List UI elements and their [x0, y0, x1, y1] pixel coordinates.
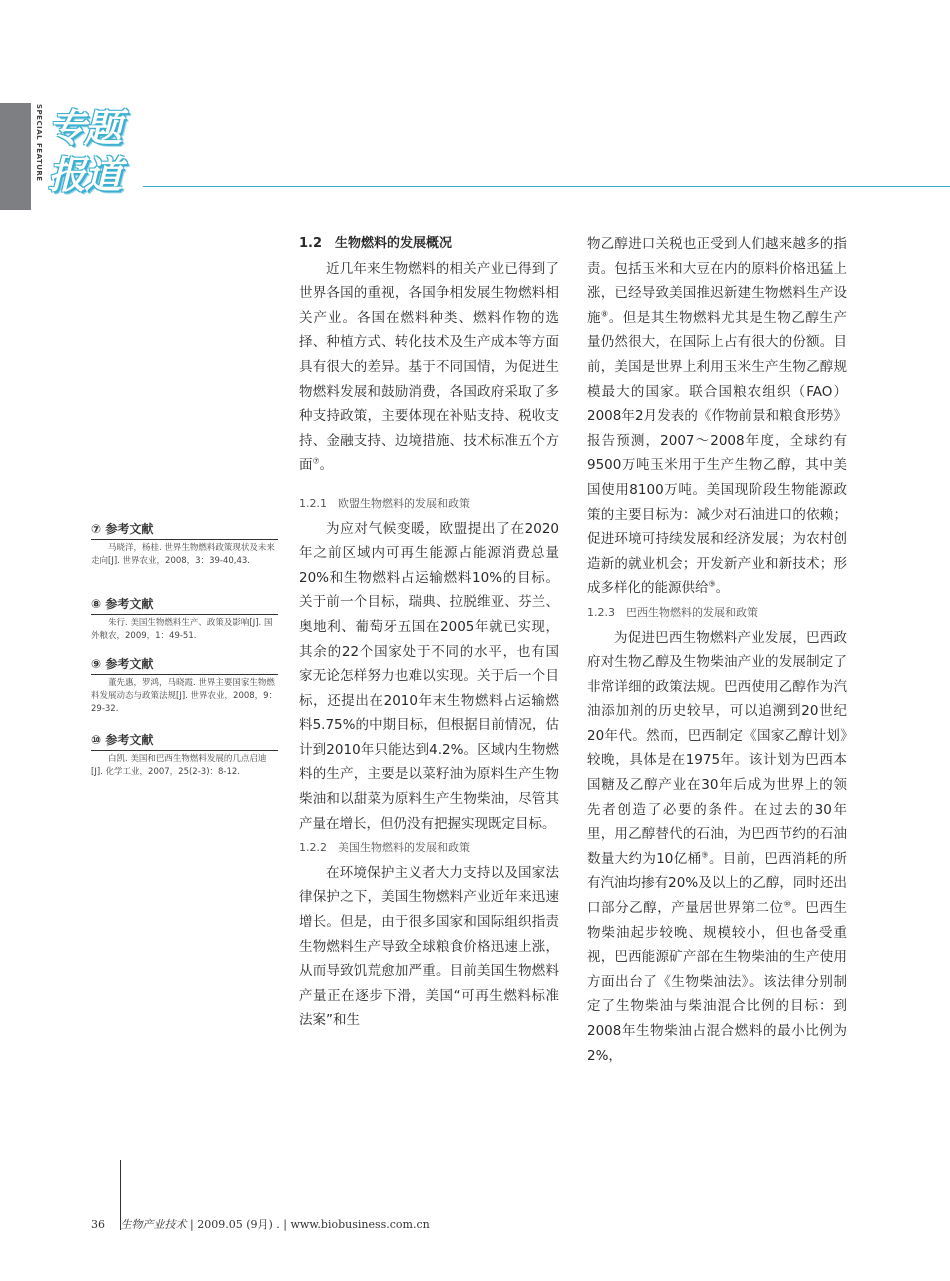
brazil-text-c: 。巴西生物柴油起步较晚、规模较小，但也备受重视，巴西能源矿产部在生物柴油的生产使用方面出台了《生物柴油法》。该法律分别制定了生物柴油与柴油混合比例的目标：到2008年生物柴油占混合燃料的最小比例为2%， [587, 900, 848, 1064]
text-column-right [587, 232, 847, 1068]
eu-paragraph: 为应对气候变暖，欧盟提出了在2020年之前区域内可再生能源占能源消费总量20%和生物燃料占运输燃料10%的目标。关于前一个目标，瑞典、拉脱维亚、芬兰、奥地利、葡萄牙五国在2005年就已实现，其余的22个国家处于不同的水平，也有国家无论怎样努力也难以实现。关于后一个目标，还提出在2010年末生物燃料占运输燃料5.75%的中期目标，但根据目前情况，估计到2010年只能达到4.2%。区域内生物燃料的生产，主要是以菜籽油为原料生产生物柴油和以甜菜为原料生产生物柴油，尽管其产量在增长，但仍没有把握实现既定目标。 [299, 520, 559, 832]
brazil-text-a: 为促进巴西生物燃料产业发展，巴西政府对生物乙醇及生物柴油产业的发展制定了非常详细的政策法规。巴西使用乙醇作为汽油添加剂的历史较早，可以追溯到20世纪20年代。然而，巴西制定《国家乙醇计划》较晚，具体是在1975年。该计划为巴西本国糖及乙醇产业在30年后成为世界上的领先者创造了必要的条件。在过去的30年里，用乙醇替代的石油，为巴西节约的石油数量大约为10亿桶 [587, 629, 847, 867]
reference-title: ⑧ 参考文献 [91, 595, 278, 615]
intro-end: 。 [319, 457, 334, 474]
subsection-title-brazil: 1.2.3 巴西生物燃料的发展和政策 [587, 605, 758, 619]
reference-title: ⑨ 参考文献 [91, 655, 278, 675]
reference-body: 董先惠，罗鸿，马晓霞. 世界主要国家生物燃料发展动态与政策法规[J]. 世界农业，2008，9：29-32. [91, 678, 278, 714]
reference-body: 马晓洋，杨桂. 世界生物燃料政策现状及未来走向[J]. 世界农业，2008，3：39-40,43. [91, 543, 275, 566]
footnote-ref: ⑧ [601, 309, 609, 319]
section-side-label: SPECIAL FEATURE [35, 104, 43, 182]
subsection-title-eu: 1.2.1 欧盟生物燃料的发展和政策 [299, 496, 470, 510]
brazil-paragraph [587, 626, 847, 1069]
footer-separator: | [190, 1218, 198, 1231]
section-side-tab [0, 103, 31, 210]
journal-name: 生物产业技术 [120, 1218, 187, 1231]
page-number: 36 [91, 1218, 105, 1231]
footnote-ref: ⑦ [312, 456, 320, 466]
us-paragraph-continued [587, 232, 847, 601]
section-logo-line2: 报道 [48, 153, 121, 197]
reference-note [91, 595, 278, 643]
reference-title: ⑩ 参考文献 [91, 731, 278, 751]
us-cont-c: 。 [715, 580, 730, 597]
footnote-ref: ⑨ [708, 579, 716, 589]
website-url: www.biobusiness.com.cn [290, 1218, 430, 1231]
header-rule [143, 186, 950, 187]
us-cont-b: 。但是其生物燃料尤其是生物乙醇生产量仍然很大，在国际上占有很大的份额。目前，美国是世界上利用玉米生产生物乙醇规模最大的国家。联合国粮农组织（FAO）2008年2月发表的《作物前景和粮食形势》报告预测，2007～2008年度，全球约有9500万吨玉米用于生产生物乙醇，其中美国使用8100万吨。美国现阶段生物能源政策的主要目标为：减少对石油进口的依赖；促进环境可持续发展和经济发展；为农村创造新的就业机会；开发新产业和新技术；形成多样化的能源供给 [587, 309, 848, 597]
us-cont-a: 物乙醇进口关税也正受到人们越来越多的指责。包括玉米和大豆在内的原料价格迅猛上涨，已经导致美国推迟新建生物燃料生产设施 [587, 236, 847, 326]
intro-text: 近几年来生物燃料的相关产业已得到了世界各国的重视，各国争相发展生物燃料相关产业。各国在燃料种类、燃料作物的选择、种植方式、转化技术及生产成本等方面具有很大的差异。基于不同国情，为促进生物燃料发展和鼓励消费，各国政府采取了多种支持政策，主要体现在补贴支持、税收支持、金融支持、边境措施、技术标准五个方面 [299, 260, 559, 474]
text-column-left [299, 232, 559, 1033]
reference-note [91, 520, 278, 568]
issue-info: 2009.05 (9月) [197, 1218, 273, 1231]
brazil-text-b: 。目前，巴西消耗的所有汽油均掺有20%及以上的乙醇，同时还出口部分乙醇，产量居世界第二位 [587, 850, 848, 917]
reference-note [91, 655, 278, 716]
section-title: 1.2 生物燃料的发展概况 [299, 236, 453, 251]
subsection-title-us: 1.2.2 美国生物燃料的发展和政策 [299, 841, 470, 855]
us-paragraph: 在环境保护主义者大力支持以及国家法律保护之下，美国生物燃料产业近年来迅速增长。但是，由于很多国家和国际组织指责生物燃料生产导致全球粮食价格迅速上涨，从而导致饥荒愈加严重。目前美国生物燃料产量正在逐步下滑，美国“可再生燃料标准法案”和生 [299, 864, 559, 1029]
section-logo-line1: 专题 [48, 106, 121, 150]
reference-note [91, 731, 278, 779]
reference-title: ⑦ 参考文献 [91, 520, 278, 540]
footnote-ref: ⑨ [701, 850, 709, 860]
section-logo [48, 105, 143, 199]
reference-body: 朱行. 美国生物燃料生产、政策及影响[J]. 国外粮农，2009，1：49-51. [91, 618, 273, 641]
footnote-ref: ⑩ [783, 899, 792, 909]
page-footer [91, 1216, 430, 1232]
intro-paragraph [299, 257, 559, 478]
footer-separator: . | [276, 1218, 291, 1231]
reference-body: 白凯. 美国和巴西生物燃料发展的几点启迪[J]. 化学工业，2007，25(2-3)：8-12. [91, 754, 267, 777]
